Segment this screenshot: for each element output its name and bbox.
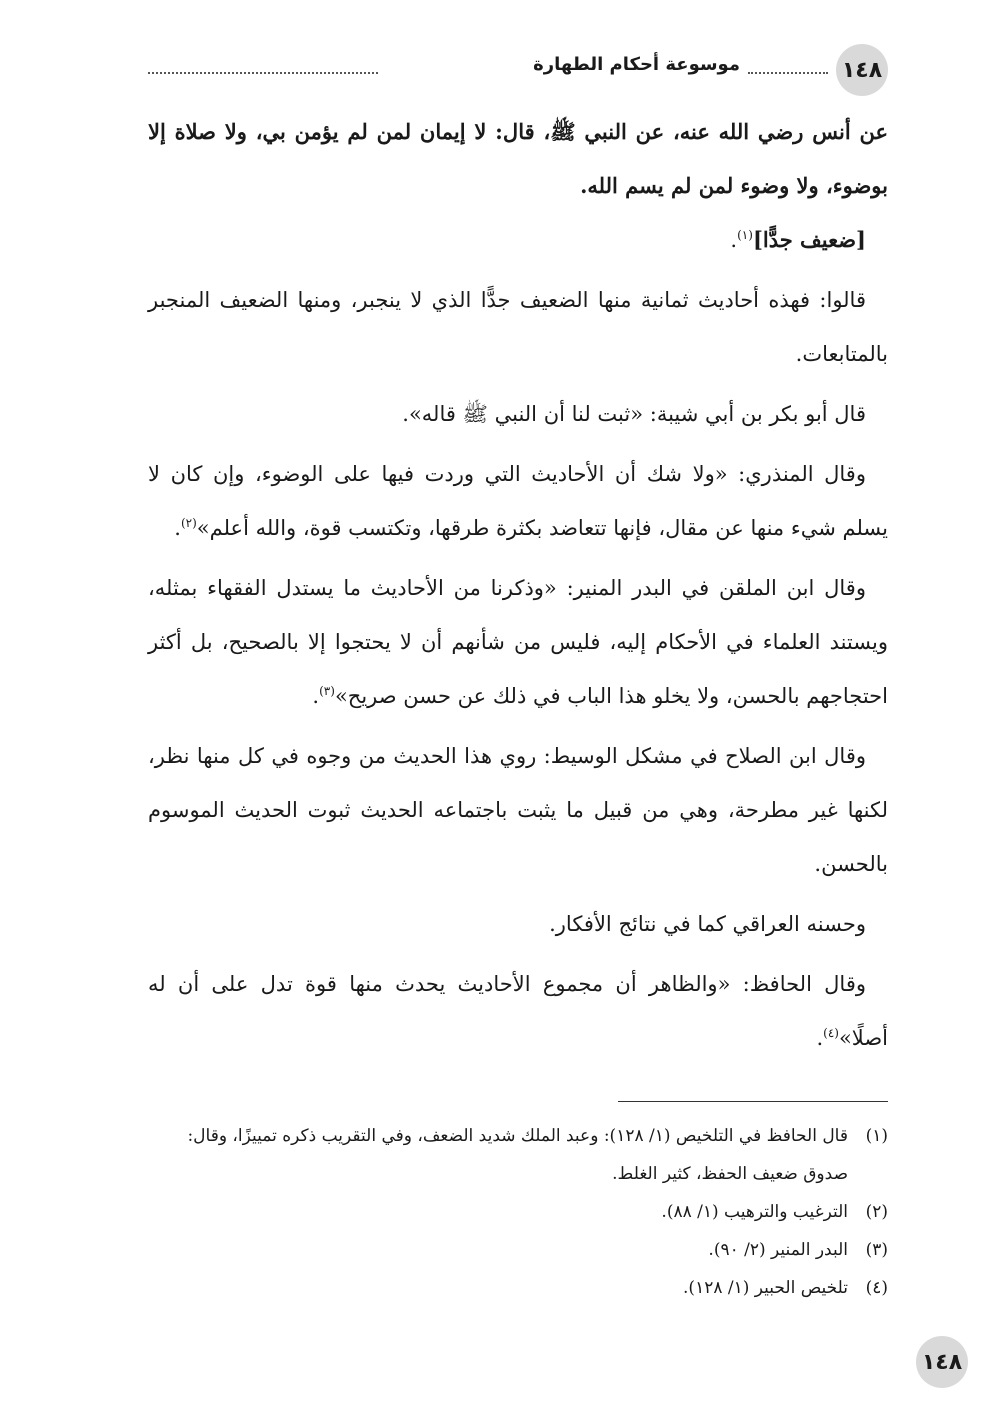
header-dotted-rule-right (748, 72, 828, 74)
footnote-ref-2[interactable]: (٢) (180, 516, 197, 530)
footnote-text: تلخيص الحبير (١/ ١٢٨). (683, 1278, 848, 1298)
footnote-ref-1[interactable]: (١) (737, 228, 753, 242)
footnote-ref-4[interactable]: (٤) (823, 1026, 839, 1040)
page-number-badge (836, 44, 888, 96)
header-dotted-rule-left (148, 72, 378, 74)
footnotes (148, 1117, 888, 1307)
grading: [ضعيف جدًّا] (752, 227, 866, 252)
grading-line: [ضعيف جدًّا]$^{(١)}$. (730, 227, 866, 252)
footnote-number: (٣) (865, 1240, 888, 1260)
paragraph-4: وقال ابن الملقن في البدر المنير: «وذكرنا من الأحاديث ما يستدل الفقهاء بمثله، ويستند العلماء في الأحكام إليه، فليس من شأنهم أن لا يحتجوا إلا بالصحيح، بل أكثر احتجاجهم بالحسن، ولا يخلو هذا الباب في ذلك عن حسن صريح»$^{(٣)}$. (148, 576, 888, 708)
footnote-number: (٢) (865, 1202, 888, 1222)
running-title: موسوعة أحكام الطهارة (525, 54, 748, 75)
footnote-ref-3[interactable]: (٣) (319, 684, 335, 698)
paragraph-6: وحسنه العراقي كما في نتائج الأفكار. (549, 912, 866, 936)
footnote-text: قال الحافظ في التلخيص (١/ ١٢٨): وعبد الملك شديد الضعف، وفي التقريب ذكره تمييزًا، وقال: صدوق ضعيف الحفظ، كثير الغلط. (187, 1126, 848, 1184)
main-text (148, 105, 888, 1065)
footer-page-number: ١٤٨ (921, 1349, 963, 1375)
footnote-number: (١) (865, 1126, 888, 1146)
footnote-3 (148, 1231, 888, 1269)
paragraph-4-text: وقال ابن الملقن في البدر المنير: «وذكرنا من الأحاديث ما يستدل الفقهاء بمثله، ويستند العلماء في الأحكام إليه، فليس من شأنهم أن لا يحتجوا إلا بالصحيح، بل أكثر احتجاجهم بالحسن، ولا يخلو هذا الباب في ذلك عن حسن صريح» (148, 576, 888, 708)
paragraph-1: قالوا: فهذه أحاديث ثمانية منها الضعيف جدًّا الذي لا ينجبر، ومنها الضعيف المنجبر بالمتابعات. (148, 288, 888, 366)
footer-page-number-badge (916, 1336, 968, 1388)
footnote-number: (٤) (865, 1278, 888, 1298)
footnote-separator (618, 1101, 888, 1102)
footnote-text: البدر المنير (٢/ ٩٠). (708, 1240, 848, 1260)
footnote-text: الترغيب والترهيب (١/ ٨٨). (661, 1202, 848, 1222)
paragraph-3: وقال المنذري: «ولا شك أن الأحاديث التي وردت فيها على الوضوء، وإن كان لا يسلم شيء منها عن مقال، فإنها تتعاضد بكثرة طرقها، وتكتسب قوة، والله أعلم»$^{(٢)}$. (148, 462, 888, 540)
hadith-text: عن أنس رضي الله عنه، عن النبي ﷺ، قال: لا إيمان لمن لم يؤمن بي، ولا صلاة إلا بوضوء، ولا وضوء لمن لم يسم الله. (148, 119, 888, 198)
paragraph-3-text: وقال المنذري: «ولا شك أن الأحاديث التي وردت فيها على الوضوء، وإن كان لا يسلم شيء منها عن مقال، فإنها تتعاضد بكثرة طرقها، وتكتسب قوة، والله أعلم» (148, 462, 888, 540)
paragraph-5: وقال ابن الصلاح في مشكل الوسيط: روي هذا الحديث من وجوه في كل منها نظر، لكنها غير مطرحة، وهي من قبيل ما يثبت باجتماعه الحديث ثبوت الحديث الموسوم بالحسن. (148, 744, 888, 876)
paragraph-2: قال أبو بكر بن أبي شيبة: «ثبت لنا أن النبي ﷺ قاله». (402, 402, 866, 426)
footnote-1 (148, 1117, 888, 1193)
paragraph-7-text: وقال الحافظ: «والظاهر أن مجموع الأحاديث يحدث منها قوة تدل على أن له أصلًا» (148, 972, 888, 1050)
footnote-2 (148, 1193, 888, 1231)
page-number: ١٤٨ (841, 57, 883, 83)
footnote-4 (148, 1269, 888, 1307)
paragraph-7: وقال الحافظ: «والظاهر أن مجموع الأحاديث يحدث منها قوة تدل على أن له أصلًا»$^{(٤)}$. (148, 972, 888, 1050)
page-header (148, 40, 888, 100)
